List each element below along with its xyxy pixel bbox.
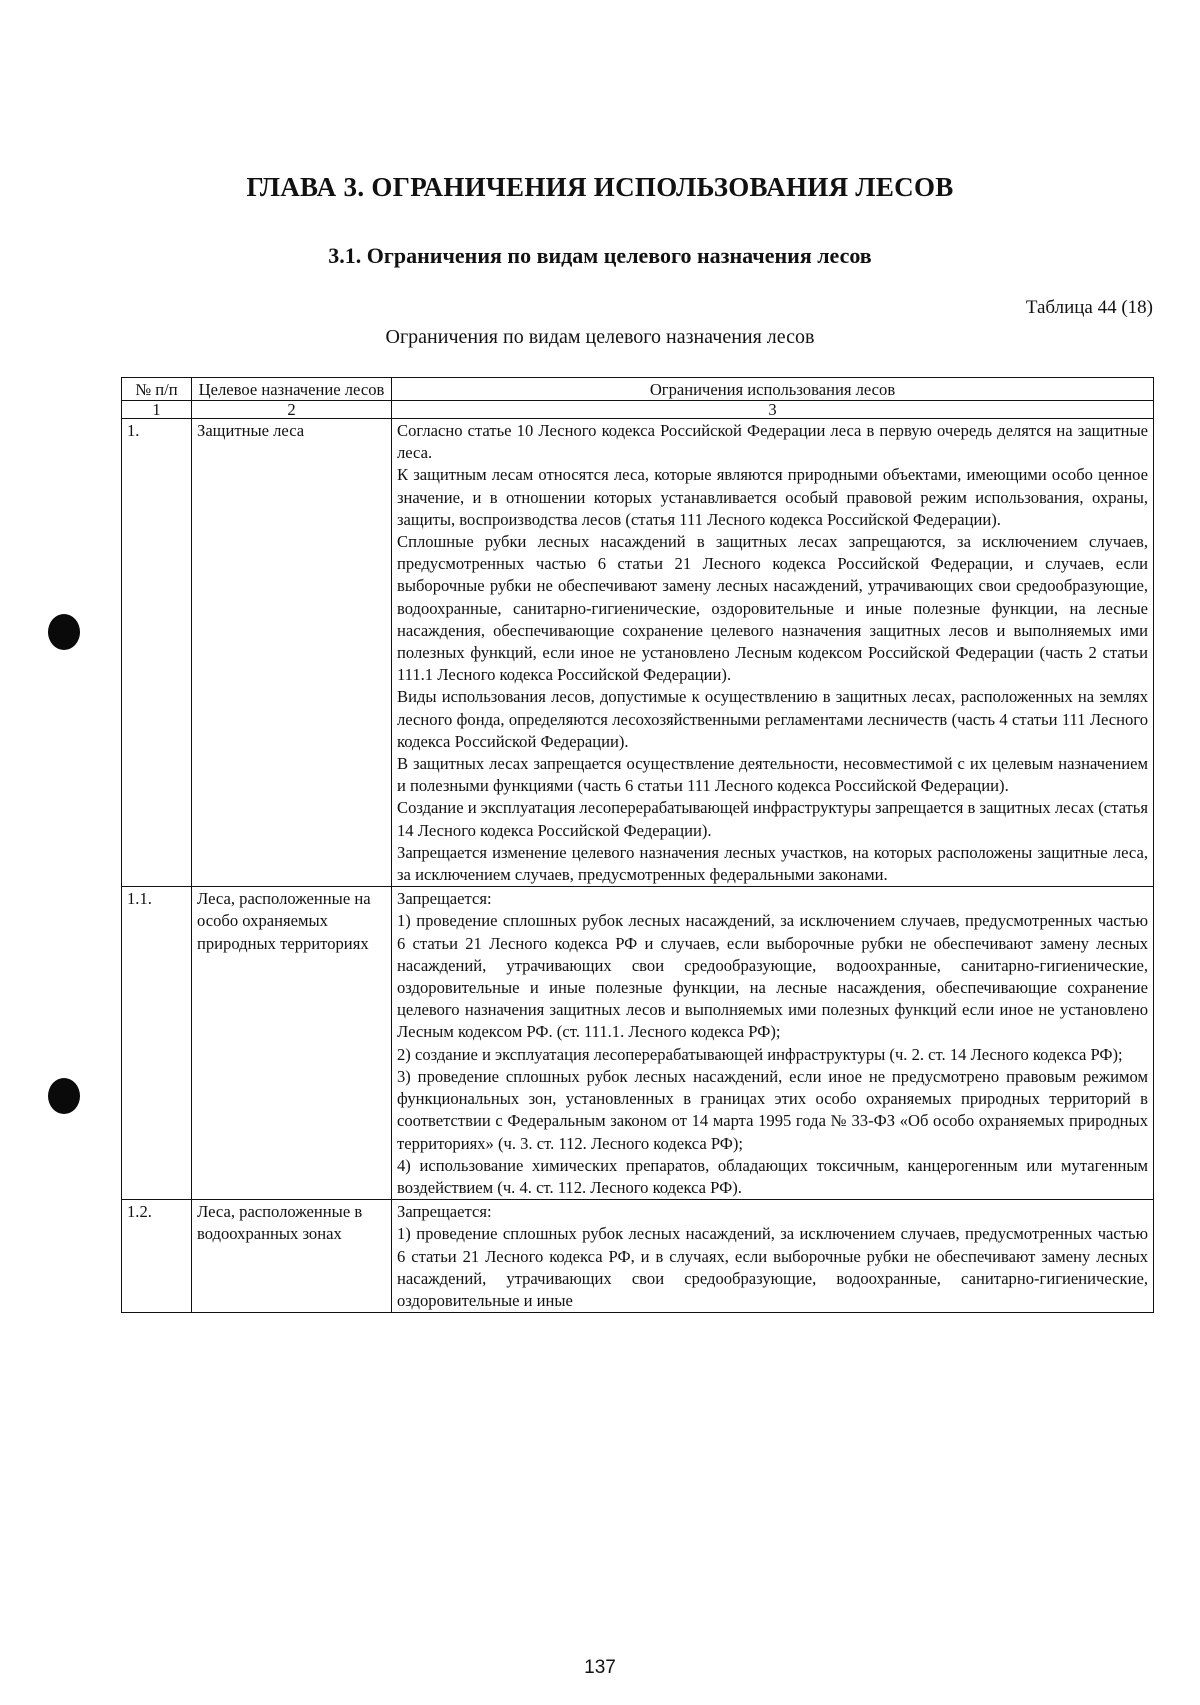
table-row — [122, 419, 1154, 887]
header-cell-restrictions: Ограничения использования лесов — [392, 378, 1154, 401]
restriction-paragraph: Согласно статье 10 Лесного кодекса Российской Федерации леса в первую очередь делятся на защитные леса. — [397, 421, 1148, 463]
header-cell-purpose: Целевое назначение лесов — [192, 378, 392, 401]
row-restrictions — [392, 1200, 1154, 1313]
column-number: 2 — [192, 401, 392, 419]
restriction-paragraph: Запрещается: — [397, 1202, 492, 1222]
restriction-paragraph: В защитных лесах запрещается осуществление деятельности, несовместимой с их целевым назначением и полезными функциями (часть 6 статьи 111 Лесного кодекса Российской Федерации). — [397, 754, 1148, 796]
restriction-paragraph: Создание и эксплуатация лесоперерабатывающей инфраструктуры запрещается в защитных лесах (статья 14 Лесного кодекса Российской Федерации). — [397, 798, 1148, 840]
restrictions-table — [121, 377, 1154, 1313]
restriction-paragraph: Виды использования лесов, допустимые к осуществлению в защитных лесах, расположенных на землях лесного фонда, определяются лесохозяйственными регламентами лесничеств (часть 4 статьи 111 Лесного кодекса Российской Федерации). — [397, 687, 1148, 751]
column-number-row — [122, 401, 1154, 419]
row-purpose: Защитные леса — [192, 419, 392, 887]
row-number: 1.2. — [122, 1200, 192, 1313]
table-number: Таблица 44 (18) — [1025, 297, 1153, 318]
table-row — [122, 1200, 1154, 1313]
restriction-paragraph: 1) проведение сплошных рубок лесных насаждений, за исключением случаев, предусмотренных частью 6 статьи 21 Лесного кодекса РФ, и в случаях, если выборочные рубки не обеспечивают замену лесных насаждений, утрачивающих свои средообразующие, водоохранные, санитарно-гигиенические, оздоровительные и иные — [397, 1224, 1148, 1310]
restriction-paragraph: 1) проведение сплошных рубок лесных насаждений, за исключением случаев, предусмотренных частью 6 статьи 21 Лесного кодекса РФ и случаев, если выборочные рубки не обеспечивают замену лесных насаждений, утрачивающих свои средообразующие, водоохранные, санитарно-гигиенические, оздоровительные и иные полезные функции, на лесные насаждения, обеспечивающие сохранение целевого назначения защитных лесов и выполняемых ими полезных функций если иное не установлено Лесным кодексом РФ. (ст. 111.1. Лесного кодекса РФ); — [397, 911, 1148, 1042]
restriction-paragraph: 3) проведение сплошных рубок лесных насаждений, если иное не предусмотрено правовым режимом функциональных зон, установленных в границах этих особо охраняемых природных территорий в соответствии с Федеральным законом от 14 марта 1995 года № 33-ФЗ «Об особо охраняемых природных территориях» (ч. 3. ст. 112. Лесного кодекса РФ); — [397, 1066, 1148, 1153]
header-cell-number: № п/п — [122, 378, 192, 401]
restriction-paragraph: Запрещается изменение целевого назначения лесных участков, на которых расположены защитные леса, за исключением случаев, предусмотренных федеральными законами. — [397, 842, 1148, 885]
table-row — [122, 887, 1154, 1200]
restriction-paragraph: Запрещается: — [397, 889, 492, 909]
column-number: 3 — [392, 401, 1154, 419]
restriction-paragraph: К защитным лесам относятся леса, которые являются природными объектами, имеющими особо ценное значение, и в отношении которых устанавливается особый правовой режим использования, охраны, защиты, воспроизводства лесов (статья 111 Лесного кодекса Российской Федерации). — [397, 465, 1148, 529]
row-number: 1. — [122, 419, 192, 887]
row-number: 1.1. — [122, 887, 192, 1200]
chapter-title: ГЛАВА 3. ОГРАНИЧЕНИЯ ИСПОЛЬЗОВАНИЯ ЛЕСОВ — [246, 172, 954, 202]
restriction-paragraph: 4) использование химических препаратов, обладающих токсичным, канцерогенным или мутагенным воздействием (ч. 4. ст. 112. Лесного кодекса РФ). — [397, 1155, 1148, 1197]
restriction-paragraph: Сплошные рубки лесных насаждений в защитных лесах запрещаются, за исключением случаев, предусмотренных частью 6 статьи 21 Лесного кодекса Российской Федерации, и случаев, если выборочные рубки не обеспечивают замену лесных насаждений, утрачивающих свои средообразующие, водоохранные, санитарно-гигиенические, оздоровительные и иные полезные функции, на лесные насаждения, обеспечивающие сохранение целевого назначения защитных лесов и выполняемых ими полезных функций, если иное не установлено Лесным кодексом Российской Федерации (часть 2 статьи 111.1 Лесного кодекса Российской Федерации). — [397, 532, 1148, 685]
row-restrictions — [392, 419, 1154, 887]
column-number: 1 — [122, 401, 192, 419]
punch-hole-mark — [48, 614, 80, 650]
page-number: 137 — [584, 1657, 616, 1678]
punch-hole-mark — [48, 1078, 80, 1114]
restriction-paragraph: 2) создание и эксплуатация лесоперерабатывающей инфраструктуры (ч. 2. ст. 14 Лесного кодекса РФ); — [397, 1044, 1123, 1064]
row-purpose: Леса, расположенные на особо охраняемых природных территориях — [192, 887, 392, 1200]
table-caption: Ограничения по видам целевого назначения лесов — [385, 326, 815, 348]
row-purpose: Леса, расположенные в водоохранных зонах — [192, 1200, 392, 1313]
section-title: 3.1. Ограничения по видам целевого назначения лесов — [328, 243, 872, 268]
row-restrictions — [392, 887, 1154, 1200]
table-header-row — [122, 378, 1154, 401]
